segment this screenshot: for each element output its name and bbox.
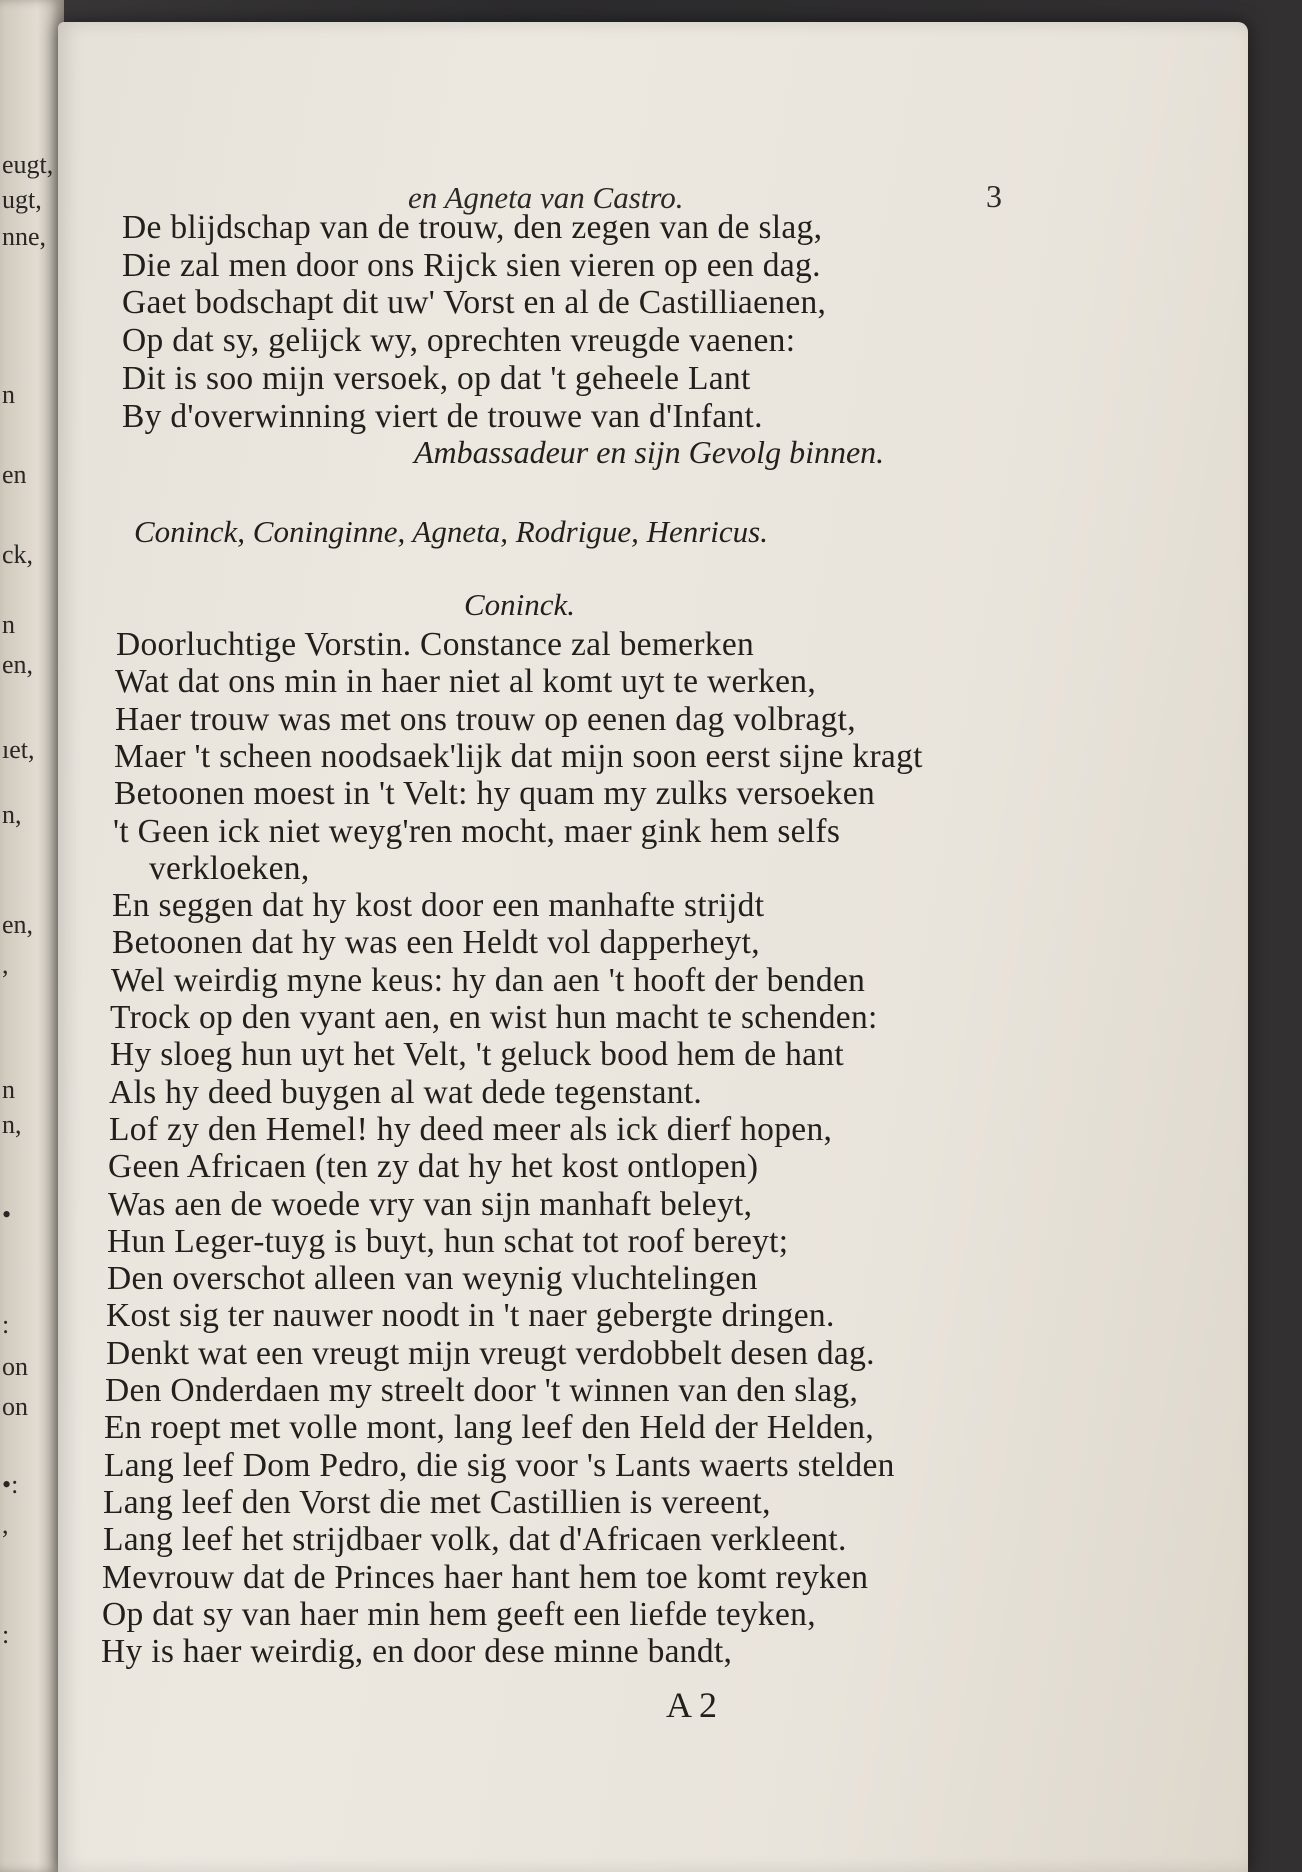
facing-page-fragment: : (2, 1310, 10, 1339)
facing-page-edge (0, 0, 64, 1872)
verse-line: Doorluchtige Vorstin. Constance zal bemerken (116, 626, 755, 663)
verse-line: Dit is soo mijn versoek, op dat 't geheele Lant (122, 360, 751, 397)
verse-line: Betoonen dat hy was een Heldt vol dapperheyt, (112, 924, 760, 961)
verse-line: Betoonen moest in 't Velt: hy quam my zulks versoeken (114, 775, 875, 812)
verse-line: Den overschot alleen van weynig vluchtelingen (107, 1260, 758, 1297)
verse-line: De blijdschap van de trouw, den zegen van de slag, (122, 209, 823, 246)
facing-page-fragment: n (2, 610, 15, 639)
verse-line: Was aen de woede vry van sijn manhaft beleyt, (108, 1186, 753, 1223)
running-header: en Agneta van Castro. (408, 180, 684, 215)
facing-page-fragment: , (2, 950, 9, 979)
verse-line: Gaet bodschapt dit uw' Vorst en al de Castilliaenen, (122, 284, 827, 321)
signature-mark: A 2 (666, 1685, 718, 1725)
verse-line: Geen Africaen (ten zy dat hy het kost ontlopen) (108, 1148, 759, 1185)
facing-page-fragment: on (2, 1352, 28, 1381)
verse-line: Trock op den vyant aen, en wist hun macht te schenden: (110, 999, 878, 1036)
verse-line: Lang leef den Vorst die met Castillien is vereent, (103, 1484, 771, 1521)
verse-line: Lof zy den Hemel! hy deed meer als ick dierf hopen, (109, 1111, 833, 1148)
stage-direction: Ambassadeur en sijn Gevolg binnen. (414, 434, 885, 470)
verse-line: Hun Leger-tuyg is buyt, hun schat tot roof bereyt; (107, 1223, 789, 1260)
facing-page-fragment: n (2, 380, 15, 409)
verse-line: Als hy deed buygen al wat dede tegenstant. (109, 1074, 703, 1111)
verse-line: Denkt wat een vreugt mijn vreugt verdobbelt desen dag. (106, 1335, 875, 1372)
facing-page-fragment: : (2, 1620, 10, 1649)
verse-line: Kost sig ter nauwer noodt in 't naer gebergte dringen. (106, 1297, 835, 1334)
verse-line: Den Onderdaen my streelt door 't winnen van den slag, (105, 1372, 859, 1409)
verse-line: Wel weirdig myne keus: hy dan aen 't hooft der benden (111, 962, 866, 999)
verse-line: Hy sloeg hun uyt het Velt, 't geluck bood hem de hant (110, 1036, 845, 1073)
facing-page-fragment: n, (2, 800, 22, 829)
verse-line: Hy is haer weirdig, en door dese minne bandt, (101, 1633, 733, 1670)
facing-page-fragment: ugt, (2, 185, 42, 214)
facing-page-fragment: eugt, (2, 150, 54, 179)
verse-line: By d'overwinning viert de trouwe van d'Infant. (122, 398, 763, 435)
verse-line: Haer trouw was met ons trouw op eenen dag volbragt, (115, 701, 856, 738)
facing-page-fragment: n, (2, 1110, 22, 1139)
facing-page-fragment: ıet, (2, 735, 35, 764)
verse-line: Op dat sy van haer min hem geeft een liefde teyken, (102, 1596, 816, 1633)
speaker-name: Coninck. (464, 587, 576, 622)
page-number: 3 (986, 178, 1002, 214)
verse-line: 't Geen ick niet weyg'ren mocht, maer gink hem selfs (113, 813, 841, 850)
book-page (58, 22, 1248, 1872)
facing-page-fragment: , (2, 1510, 9, 1539)
verse-line: En seggen dat hy kost door een manhafte strijdt (112, 887, 765, 924)
verse-line: Mevrouw dat de Princes haer hant hem toe komt reyken (102, 1559, 869, 1596)
verse-line: En roept met volle mont, lang leef den Held der Helden, (104, 1409, 875, 1446)
facing-page-fragment: n (2, 1075, 15, 1104)
verse-line: verkloeken, (149, 850, 310, 887)
facing-page-fragment: nne, (2, 222, 47, 251)
facing-page-fragment: en, (2, 910, 34, 939)
facing-page-fragment: ck, (2, 540, 34, 569)
verse-line: Op dat sy, gelijck wy, oprechten vreugde vaenen: (122, 322, 796, 359)
facing-page-fragment: en (2, 460, 27, 489)
verse-line: Maer 't scheen noodsaek'lijk dat mijn soon eerst sijne kragt (114, 738, 923, 775)
facing-page-fragment: •: (2, 1470, 19, 1499)
verse-line: Lang leef Dom Pedro, die sig voor 's Lants waerts stelden (104, 1447, 895, 1484)
facing-page-fragment: on (2, 1392, 28, 1421)
verse-line: Die zal men door ons Rijck sien vieren op een dag. (122, 247, 821, 284)
scene-characters: Coninck, Coninginne, Agneta, Rodrigue, Henricus. (134, 514, 768, 549)
verse-line: Lang leef het strijdbaer volk, dat d'Africaen verkleent. (103, 1521, 847, 1558)
verse-line: Wat dat ons min in haer niet al komt uyt te werken, (115, 663, 817, 700)
facing-page-fragment: • (2, 1200, 12, 1229)
facing-page-fragment: en, (2, 650, 34, 679)
